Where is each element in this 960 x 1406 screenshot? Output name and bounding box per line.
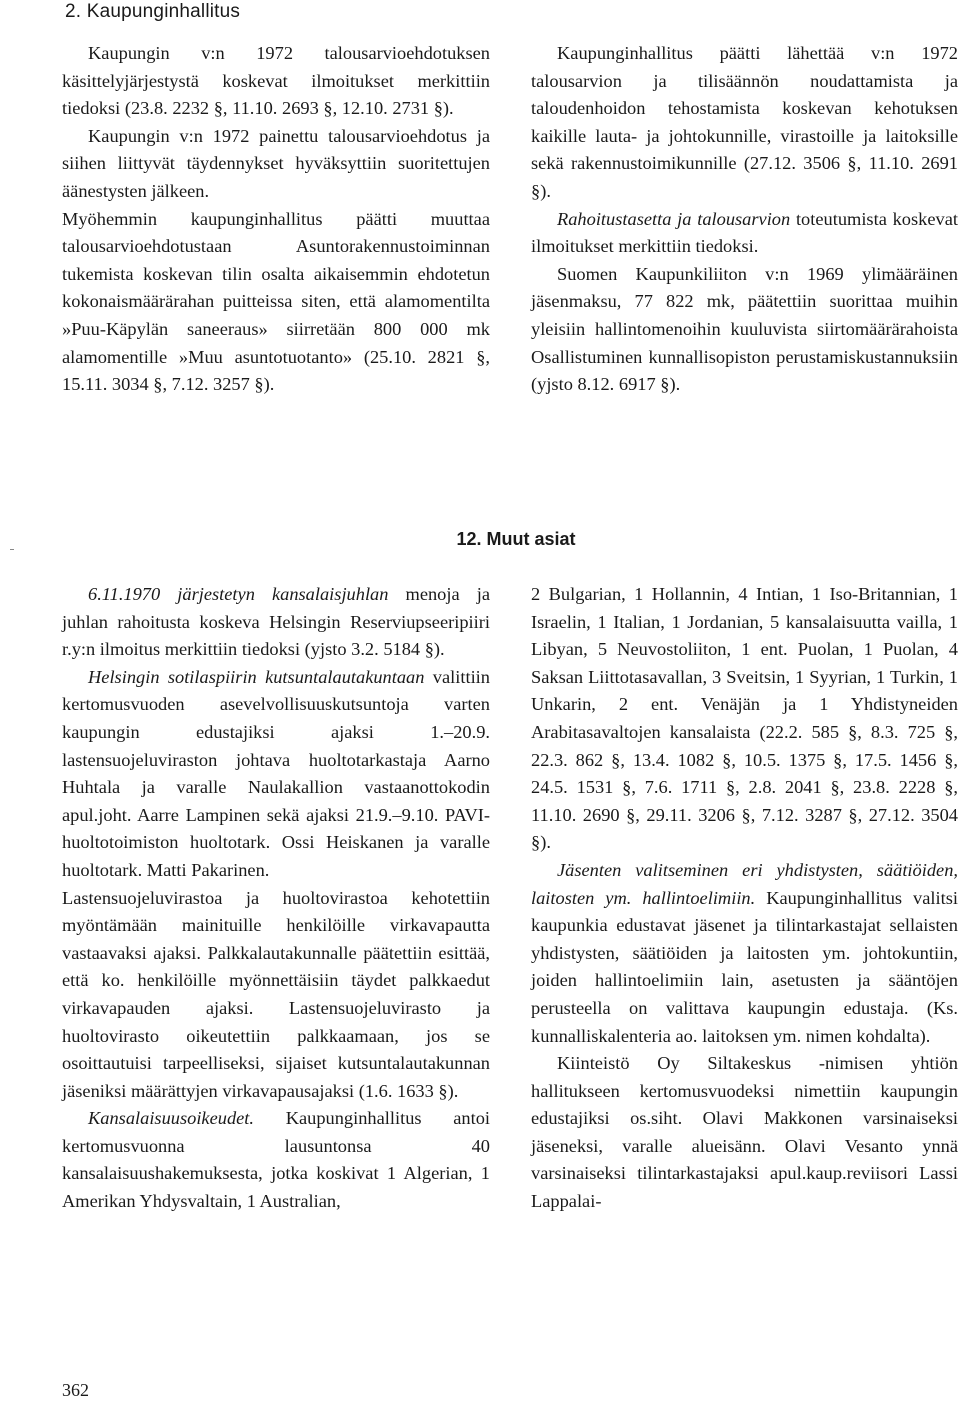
italic-lead: Jäsenten valitseminen eri yhdistysten, säätiöiden, laitosten ym. hallintoelimiin.	[531, 859, 958, 908]
italic-lead: Rahoitustasetta ja talousarvion	[557, 208, 791, 229]
section-title: 12. Muut asiat	[456, 529, 576, 549]
page-number: 362	[62, 1380, 89, 1400]
paragraph	[62, 581, 490, 664]
column-top-right	[531, 40, 958, 399]
paragraph: Kaupunginhallitus päätti lähettää v:n 1972 talousarvion ja tilisäännön noudattamista ja taloudenhoidon tehostamista koskevan kehotuksen kaikille lauta- ja johtokunnille, virastoille ja laitoksille sekä rakennustoimikunnille (27.12. 3506 §, 11.10. 2691 §).	[531, 43, 958, 201]
column-bottom-right	[531, 581, 958, 1216]
paragraph-text: valittiin kertomusvuoden asevelvollisuuskutsuntoja varten kaupungin edustajiksi ajaksi 1.–20.9. lastensuojeluviraston johtava huoltotarkastaja Aarno Huhtala ja varalle Naulakallion vastaanottokodin apul.joht. Aarre Lampinen sekä ajaksi 21.9.–9.10. PAVI-huoltotoimiston huoltotark. Ossi Heiskanen ja varalle huoltotark. Matti Pakarinen.	[62, 666, 490, 880]
paragraph-text: Kaupunginhallitus antoi kertomusvuonna lausuntonsa 40 kansalaisuushakemuksesta, jotka koskivat 1 Algerian, 1 Amerikan Yhdysvaltain, 1 Australian,	[62, 1108, 490, 1212]
paragraph	[531, 857, 958, 1050]
italic-lead: Helsingin sotilaspiirin kutsuntalautakuntaan	[88, 666, 425, 687]
paragraph-text: menoja ja juhlan rahoitusta koskeva Helsingin Reserviupseeripiiri r.y:n ilmoitus merkittiin tiedoksi (yjsto 3.2. 5184 §).	[62, 584, 490, 660]
italic-lead: Kansalaisuusoikeudet.	[88, 1108, 255, 1129]
paragraph: Kaupungin v:n 1972 talousarvioehdotuksen käsittelyjärjestystä koskevat ilmoitukset merkittiin tiedoksi (23.8. 2232 §, 11.10. 2693 §, 12.10. 2731 §).	[62, 43, 490, 119]
paragraph	[62, 1105, 490, 1215]
paragraph: Kiinteistö Oy Siltakeskus -nimisen yhtiön hallitukseen kertomusvuodeksi nimettiin kaupungin edustajiksi os.siht. Olavi Makkonen varsinaiseksi jäseneksi, varalle alueisänn. Olavi Vesanto ynnä varsinaiseksi tilintarkastajaksi apul.kaup.reviisori Lassi Lappalai-	[531, 1053, 958, 1212]
paragraph: Kaupungin v:n 1972 painettu talousarvioehdotus ja siihen liittyvät täydennykset hyväksyttiin suoritettujen äänestysten jälkeen.	[62, 125, 490, 201]
paragraph-text: toteutumista koskevat ilmoitukset merkittiin tiedoksi.	[531, 208, 958, 257]
paragraph: Suomen Kaupunkiliiton v:n 1969 ylimääräinen jäsenmaksu, 77 822 mk, päätettiin suorittaa muihin yleisiin hallintomenoihin kuuluvista siirtomäärärahoista Osallistuminen kunnallisopiston perustamiskustannuksiin (yjsto 8.12. 6917 §).	[531, 263, 958, 395]
paragraph: 2 Bulgarian, 1 Hollannin, 4 Intian, 1 Iso-Britannian, 1 Israelin, 1 Italian, 1 Jordanian, 5 kansalaisuutta vailla, 1 Libyan, 5 Neuvostoliiton, 1 ent. Puolan, 1 Puolan, 4 Saksan Liittotasavallan, 3 Sveitsin, 1 Syyrian, 1 Turkin, 1 Unkarin, 2 ent. Venäjän ja 1 Yhdistyneiden Arabitasavaltojen kansalaista (22.2. 585 §, 8.3. 725 §, 22.3. 862 §, 13.4. 1082 §, 10.5. 1375 §, 17.5. 1456 §, 24.5. 1531 §, 7.6. 1711 §, 2.8. 2041 §, 23.8. 2228 §, 11.10. 2690 §, 29.11. 3206 §, 7.12. 3287 §, 27.12. 3504 §).	[531, 584, 958, 853]
column-top-left	[62, 40, 490, 399]
paragraph	[531, 206, 958, 261]
italic-lead: 6.11.1970 järjestetyn kansalaisjuhlan	[88, 584, 389, 604]
paragraph: Myöhemmin kaupunginhallitus päätti muuttaa talousarvioehdotustaan Asuntorakennustoiminnan tukemista koskevan tilin osalta aikaisemmin ehdotetun kokonaismäärärahan puitteissa siten, että alamomentilta »Puu-Käpylän saneeraus» siirretään 800 000 mk alamomentille »Muu asuntotuotanto» (25.10. 2821 §, 15.11. 3034 §, 7.12. 3257 §).	[62, 208, 490, 395]
paragraph: Lastensuojeluvirastoa ja huoltovirastoa kehotettiin myöntämään mainituille henkilöille virkavapautta vastaavaksi ajaksi. Palkkalautakunnalle päätettiin esittää, että ko. henkilöille myönnettäisiin täydet palkkaedut virkavapauden ajaksi. Lastensuojeluvirasto ja huoltovirasto oikeutettiin palkkaamaan, jos se osoittautuisi tarpeelliseksi, sijaiset kutsuntalautakunnan jäseniksi määrättyjen virkavapausajaksi (1.6. 1633 §).	[62, 887, 490, 1101]
column-bottom-left	[62, 581, 490, 1216]
section-heading: 2. Kaupunginhallitus	[65, 1, 241, 22]
paragraph-text: Kaupunginhallitus valitsi kaupunkia edustavat jäsenet ja tilintarkastajat sellaisten yhdistysten, säätiöiden ja laitosten ym. johtokuntiin, joiden hallintoelimiin lain, asetusten ja sääntöjen perusteella on valittava kaupungin edustaja. (Ks. kunnalliskalenteria ao. laitoksen ym. nimen kohdalta).	[531, 887, 958, 1046]
paragraph	[62, 664, 490, 885]
